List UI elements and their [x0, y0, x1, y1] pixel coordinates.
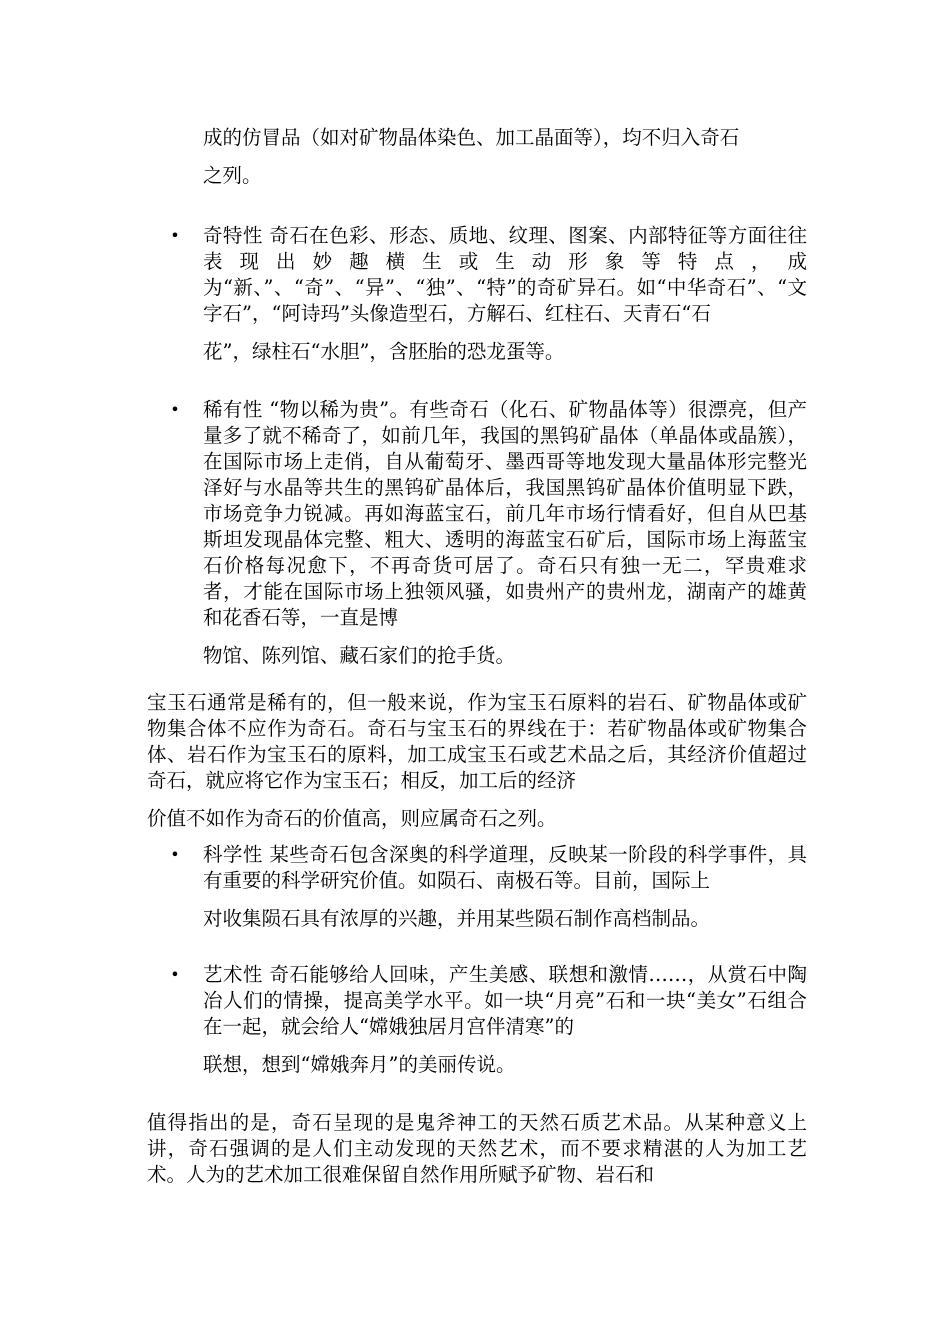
list-item-odd	[203, 223, 807, 365]
list-item-last-line: 联想，想到“嫦娥奔月”的美丽传说。	[203, 1053, 516, 1076]
list-item-text: 稀有性 “物以稀为贵”。有些奇石（化石、矿物晶体等）很漂亮，但产量多了就不稀奇了，如前几年，我国的黑钨矿晶体（单晶体或晶簇），在国际市场上走俏，自从葡萄牙、墨西哥等地发现大量晶体形完整光泽好与水晶等共生的黑钨矿晶体后，我国黑钨矿晶体价值明显下跌，市场竞争力锐减。再如海蓝宝石，前几年市场行情看好，但自从巴基斯坦发现晶体完整、粗大、透明的海蓝宝石矿后，国际市场上海蓝宝石价格每况愈下，不再奇货可居了。奇石只有独一无二，罕贵难求者，才能在国际市场上独领风骚，如贵州产的贵州龙，湖南产的雄黄和花香石等，一直是博	[203, 398, 807, 629]
paragraph-final: 值得指出的是，奇石呈现的是鬼斧神工的天然石质艺术品。从某种意义上讲，奇石强调的是人们主动发现的天然艺术，而不要求精湛的人为加工艺术。人为的艺术加工很难保留自然作用所赋予矿物、岩石和	[147, 1111, 807, 1186]
bullet-icon: •	[170, 226, 180, 245]
list-item-last-line: 物馆、陈列馆、藏石家们的抢手货。	[203, 644, 516, 667]
bullet-icon: •	[170, 845, 180, 864]
list-item-text: 艺术性 奇石能够给人回味，产生美感、联想和激情……，从赏石中陶冶人们的情操，提高美学水平。如一块“月亮”石和一块“美女”石组合在一起，就会给人“嫦娥独居月宫伴清寒”的	[203, 963, 807, 1038]
paragraph-last-line: 价值不如作为奇石的价值高，则应属奇石之列。	[147, 807, 557, 830]
paragraph-gem-boundary	[147, 690, 807, 832]
bullet-icon: •	[170, 965, 180, 984]
list-item-text: 科学性 某些奇石包含深奥的科学道理，反映某一阶段的科学事件，具有重要的科学研究价值。如陨石、南极石等。目前，国际上	[203, 843, 807, 892]
list-item-text: 奇特性 奇石在色彩、形态、质地、纹理、图案、内部特征等方面往往表现出妙趣横生或生动形象等特点，成为“新、”、“奇”、“异”、“独”、“特”的奇矿异石。如“中华奇石”、“文字石”，“阿诗玛”头像造型石，方解石、红柱石、天青石“石	[203, 224, 807, 325]
list-item-art	[203, 962, 807, 1078]
paragraph-text: 宝玉石通常是稀有的，但一般来说，作为宝玉石原料的岩石、矿物晶体或矿物集合体不应作为奇石。奇石与宝玉石的界线在于：若矿物晶体或矿物集合体、岩石作为宝玉石的原料，加工成宝玉石或艺术品之后，其经济价值超过奇石，就应将它作为宝玉石；相反，加工后的经济	[147, 691, 807, 792]
continuation-line-2: 之列。	[203, 164, 262, 187]
list-item-last-line: 花”，绿柱石“水胆”，含胚胎的恐龙蛋等。	[203, 340, 565, 363]
continuation-paragraph	[203, 125, 807, 189]
continuation-line-1: 成的仿冒品（如对矿物晶体染色、加工晶面等），均不归入奇石	[203, 126, 740, 149]
list-item-last-line: 对收集陨石具有浓厚的兴趣，并用某些陨石制作高档制品。	[203, 907, 711, 930]
bullet-icon: •	[170, 400, 180, 419]
list-item-science	[203, 842, 807, 932]
list-item-rarity	[203, 397, 807, 669]
